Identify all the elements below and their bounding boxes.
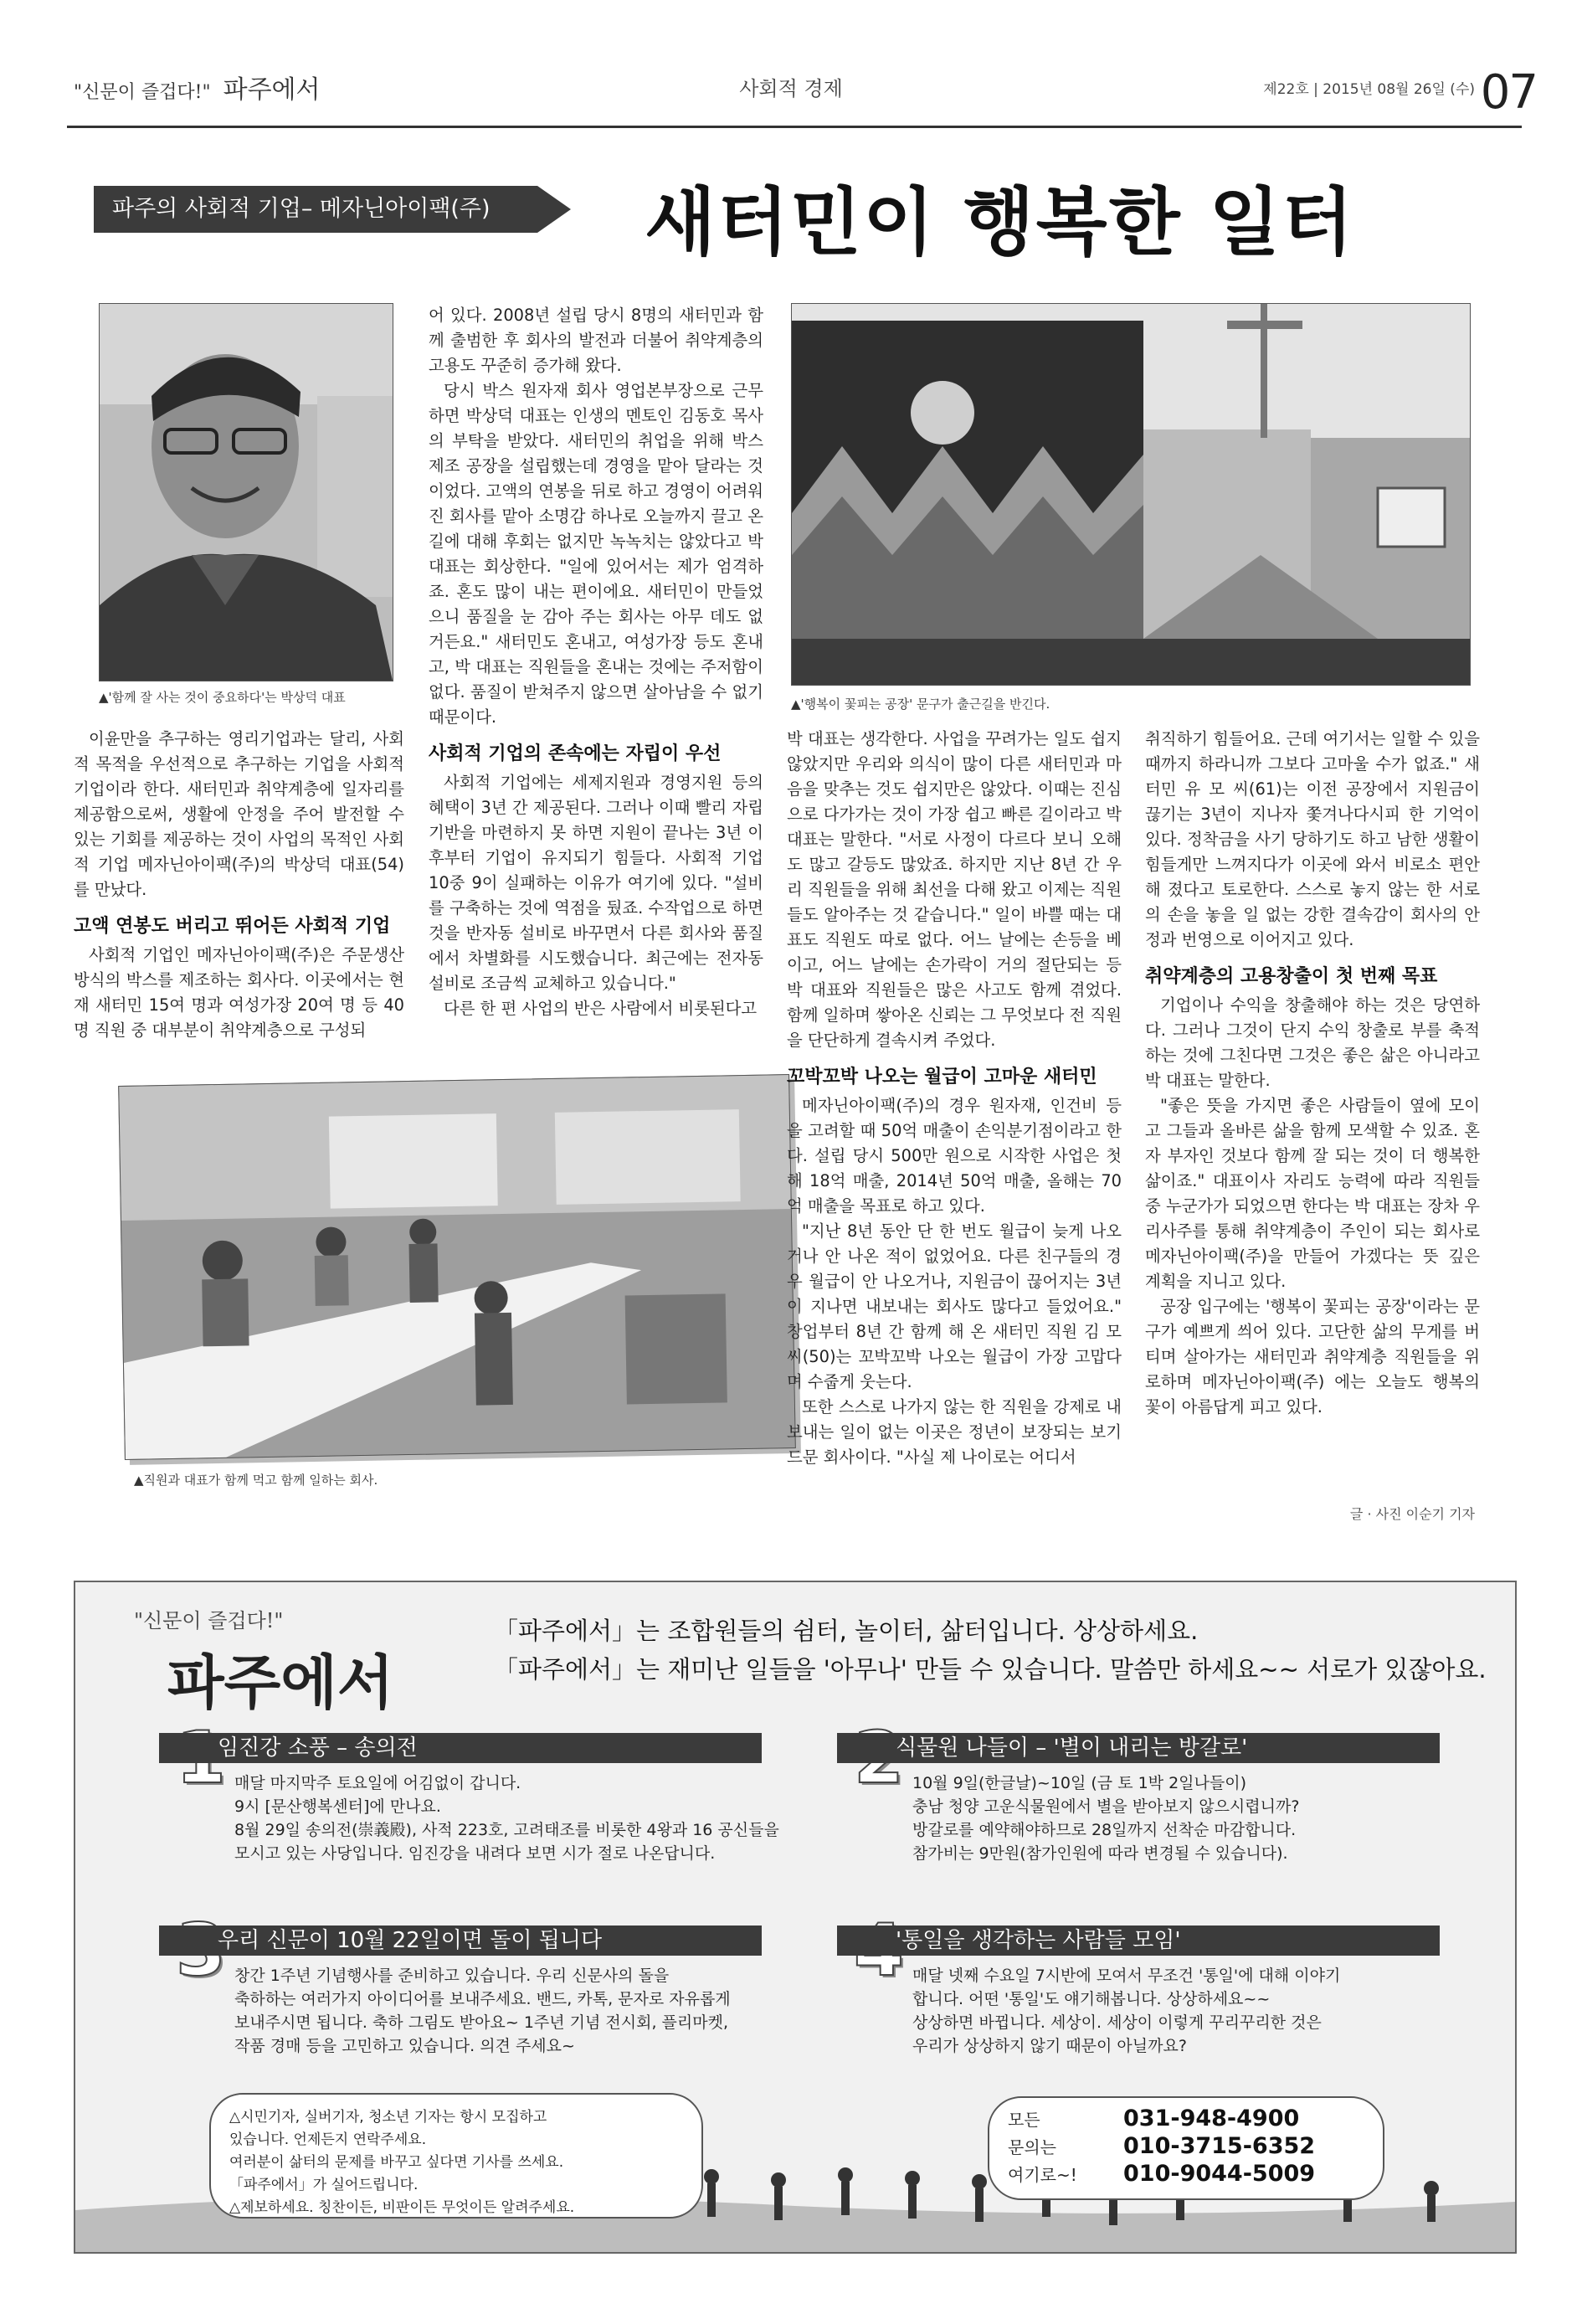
item-body-1 [234, 1771, 871, 1865]
paragraph: 다른 한 편 사업의 반은 사람에서 비롯된다고 [444, 999, 758, 1018]
bubble-line: 「파주에서」가 실어드립니다. [229, 2177, 419, 2193]
phone-number: 010-3715-6352 [1123, 2133, 1316, 2159]
item-body-3 [234, 1964, 820, 2058]
paragraph: 기업이나 수익을 창출해야 하는 것은 당연하다. 그러나 그것이 단지 수익 창출로 부를 축적하는 것에 그친다면 그것은 좋은 삶은 아니라고 박 대표는 말한다. [1145, 995, 1480, 1090]
ad-tagline-2: 「파주에서」는 재미난 일들을 '아무나' 만들 수 있습니다. 말씀만 하세요~~ 서로가 있잖아요. [494, 1655, 1487, 1684]
item-line: 매달 마지막주 토요일에 어김없이 갑니다. [234, 1774, 521, 1792]
paragraph: 사회적 기업인 메자닌아이팩(주)은 주문생산 방식의 박스를 제조하는 회사다. 이곳에서는 현재 새터민 15여 명과 여성가장 20여 명 등 40명 직원 중 대부분이 취약계층으로 구성되 [74, 945, 404, 1040]
ad-box [74, 1581, 1517, 2254]
item-line: 합니다. 어떤 '통일'도 얘기해봅니다. 상상하세요~~ [912, 1990, 1271, 2008]
contact-bubble [988, 2096, 1384, 2200]
column-4 [1145, 727, 1480, 1420]
ad-tagline-1: 「파주에서」는 조합원들의 쉼터, 놀이터, 삶터입니다. 상상하세요. [494, 1617, 1199, 1645]
item-line: 축하하는 여러가지 아이디어를 보내주세요. 밴드, 카톡, 문자로 자유롭게 [234, 1990, 731, 2008]
contact-label-line: 여기로~! [1008, 2165, 1077, 2185]
masthead-logo-text: 파주에서 [223, 75, 321, 105]
bubble-line: △제보하세요. 칭찬이든, 비판이든 무엇이든 알려주세요. [229, 2199, 575, 2216]
byline: 글 · 사진 이순기 기자 [1349, 1506, 1475, 1522]
subhead-1: 고액 연봉도 버리고 뛰어든 사회적 기업 [74, 916, 391, 937]
ad-logo: 파주에서 [167, 1648, 394, 1717]
phone-number: 031-948-4900 [1123, 2105, 1300, 2131]
factory-photo [791, 303, 1471, 686]
kicker-arrow [537, 186, 571, 233]
bubble-line: 있습니다. 언제든지 연락주세요. [229, 2131, 427, 2148]
item-line: 창간 1주년 기념행사를 준비하고 있습니다. 우리 신문사의 돌을 [234, 1967, 670, 1985]
headline: 새터민이 행복한 일터 [645, 179, 1355, 265]
item-title-1: 임진강 소풍 – 송의전 [159, 1733, 762, 1763]
kicker-bar: 파주의 사회적 기업– 메자닌아이팩(주) [94, 186, 537, 233]
article-intro: 이윤만을 추구하는 영리기업과는 달리, 사회적 목적을 우선적으로 추구하는 기업을 사회적 기업이라 한다. 새터민과 취약계층에 일자리를 제공함으로써, 생활에 안정을 주어 발전할 수 있는 기회를 제공하는 것이 사업의 목적인 사회적 기업 메자닌아이팩(주)의 박상덕 대표(54)를 만났다. [74, 729, 404, 899]
item-line: 모시고 있는 사당입니다. 임진강을 내려다 보면 시가 절로 나온답니다. [234, 1844, 716, 1863]
portrait-caption: ▲'함께 잘 사는 것이 중요하다'는 박상덕 대표 [99, 690, 346, 705]
item-title-2: 식물원 나들이 – '별이 내리는 방갈로' [837, 1733, 1440, 1763]
paragraph: 메자닌아이팩(주)의 경우 원자재, 인건비 등을 고려할 때 50억 매출이 손익분기점이라고 한다. 설립 당시 500만 원으로 시작한 사업은 첫해 18억 매출, 2014년 50억 매출, 올해는 70억 매출을 목표로 하고 있다. [787, 1096, 1122, 1216]
paragraph: "지난 8년 동안 단 한 번도 월급이 늦게 나오거나 안 나온 적이 없었어요. 다른 친구들의 경우 월급이 안 나오거나, 지원금이 끊어지는 3년이 지나면 내보내는 회사도 많다고 들었어요." 창업부터 8년 간 함께 해 온 새터민 직원 김 모 씨(50)는 꼬박꼬박 나오는 월급이 가장 고맙다며 수줍게 웃는다. [787, 1221, 1122, 1391]
item-title-3: 우리 신문이 10월 22일이면 돌이 됩니다 [159, 1926, 762, 1956]
item-line: 작품 경매 등을 고민하고 있습니다. 의견 주세요~ [234, 2037, 575, 2055]
section-title: 사회적 경제 [739, 77, 843, 100]
item-line: 9시 [문산행복센터]에 만나요. [234, 1797, 441, 1816]
item-line: 매달 넷째 수요일 7시반에 모여서 무조건 '통일'에 대해 이야기 [912, 1967, 1341, 1985]
item-line: 8월 29일 송의전(崇義殿), 사적 223호, 고려태조를 비롯한 4왕과 16 공신들을 [234, 1821, 779, 1839]
paragraph: 박 대표는 생각한다. 사업을 꾸려가는 일도 쉽지 않았지만 우리와 의식이 많이 다른 새터민과 마음을 맞추는 것도 쉽지만은 않았다. 이때는 진심으로 다가가는 것이 가장 쉽고 빠른 길이라고 박대표는 말한다. "서로 사정이 다르다 보니 오해도 많고 갈등도 많았죠. 하지만 지난 8년 간 우리 직원들을 위해 최선을 다해 왔고 이제는 직원들도 알아주는 것 같습니다." 일이 바쁠 때는 대표도 직원도 따로 없다. 어느 날에는 손등을 베이고, 어느 날에는 손가락이 거의 절단되는 등 박 대표와 직원들은 많은 사고도 함께 겪었다. 함께 일하며 쌓아온 신뢰는 그 무엇보다 전 직원을 단단하게 결속시켜 주었다. [787, 729, 1122, 1050]
issue-info: 제22호 | 2015년 08월 26일 (수) [1263, 81, 1475, 98]
paragraph: 취직하기 힘들어요. 근데 여기서는 일할 수 있을 때까지 하라니까 그보다 고마울 수가 없죠." 새터민 유 모 씨(61)는 이전 공장에서 지원금이 끊기는 3년이 지나자 쫓겨나다시피 한 기억이 있다. 정착금을 사기 당하기도 하고 남한 생활이 힘들게만 느껴지다가 이곳에 와서 비로소 편안해 졌다고 토로한다. 스스로 놓지 않는 한 서로의 손을 놓을 일 없는 강한 결속감이 회사의 안정과 번영으로 이어지고 있다. [1145, 729, 1480, 949]
subhead-2: 사회적 기업의 존속에는 자립이 우선 [429, 743, 722, 764]
item-line: 상상하면 바뀝니다. 세상이. 세상이 이렇게 꾸리꾸리한 것은 [912, 2013, 1322, 2032]
bubble-line: △시민기자, 실버기자, 청소년 기자는 항시 모집하고 [229, 2109, 547, 2126]
column-1 [74, 727, 404, 1043]
paragraph: 당시 박스 원자재 회사 영업본부장으로 근무하면 박상덕 대표는 인생의 멘토인 김동호 목사의 부탁을 받았다. 새터민의 취업을 위해 박스 제조 공장을 설립했는데 경영을 맡아 달라는 것이었다. 고액의 연봉을 뒤로 하고 경영이 어려워 진 회사를 맡아 소명감 하나로 오늘까지 끌고 온 길에 대해 후회는 없지만 녹녹치는 않았다고 박 대표는 회상한다. "일에 있어서는 제가 엄격하죠. 혼도 많이 내는 편이에요. 새터민이 만들었으니 품질을 눈 감아 주는 회사는 아무 데도 없거든요." 새터민도 혼내고, 여성가장 등도 혼내고, 박 대표는 직원들을 혼내는 것에는 주저함이 없다. 품질이 받쳐주지 않으면 살아남을 수 없기 때문이다. [429, 381, 763, 727]
ad-slogan: "신문이 즐겁다!" [134, 1609, 284, 1632]
item-line: 10월 9일(한글날)~10일 (금 토 1박 2일나들이) [912, 1774, 1246, 1792]
factory-caption: ▲'행복이 꽃피는 공장' 문구가 출근길을 반긴다. [791, 697, 1050, 712]
paragraph: 또한 스스로 나가지 않는 한 직원을 강제로 내보내는 일이 없는 이곳은 정년이 보장되는 보기 드문 회사이다. "사실 제 나이로는 어디서 [787, 1397, 1122, 1467]
item-line: 보내주시면 됩니다. 축하 그림도 받아요~ 1주년 기념 전시회, 플리마켓, [234, 2013, 729, 2032]
subhead-4: 취약계층의 고용창출이 첫 번째 목표 [1145, 966, 1438, 987]
paragraph: "좋은 뜻을 가지면 좋은 사람들이 옆에 모이고 그들과 올바른 삶을 함께 모색할 수 있죠. 혼자 부자인 것보다 함께 잘 되는 것이 더 행복한 삶이죠." 대표이사 자리도 능력에 따라 직원들 중 누군가가 되었으면 한다는 박 대표는 장차 우리사주를 통해 취약계층이 주인이 되는 회사로 메자닌아이팩(주)을 만들어 가겠다는 뜻 깊은 계획을 지니고 있다. [1145, 1096, 1480, 1291]
contact-label [1008, 2106, 1077, 2189]
masthead-slogan: "신문이 즐겁다!" [74, 82, 211, 103]
paragraph: 사회적 기업에는 세제지원과 경영지원 등의 혜택이 3년 간 제공된다. 그러나 이때 빨리 자립기반을 마련하지 못 하면 지원이 끝나는 3년 이후부터 기업이 유지되기 힘들다. 사회적 기업 10중 9이 실패하는 이유가 여기에 있다. "설비를 구축하는 것에 역점을 뒀죠. 수작업으로 하면 것을 반자동 설비로 바꾸면서 다른 회사와 품질에서 차별화를 시도했습니다. 최근에는 전자동 설비로 조금씩 교체하고 있습니다." [429, 773, 763, 993]
item-body-4 [912, 1964, 1482, 2058]
bubble-line: 여러분이 삶터의 문제를 바꾸고 싶다면 기사를 쓰세요. [229, 2154, 564, 2171]
contact-label-line: 모든 [1008, 2110, 1040, 2130]
portrait-photo [99, 303, 393, 681]
item-title-4: '통일을 생각하는 사람들 모임' [837, 1926, 1440, 1956]
subhead-3: 꼬박꼬박 나오는 월급이 고마운 새터민 [787, 1067, 1097, 1087]
page-number: 07 [1480, 65, 1537, 120]
column-3 [787, 727, 1122, 1470]
masthead-rule [67, 126, 1522, 128]
item-body-2 [912, 1771, 1482, 1865]
work-photo [118, 1074, 796, 1460]
item-line: 충남 청양 고운식물원에서 별을 받아보지 않으시렵니까? [912, 1797, 1300, 1816]
contact-phones [1123, 2105, 1315, 2188]
work-caption: ▲직원과 대표가 함께 먹고 함께 일하는 회사. [134, 1473, 378, 1488]
column-2 [429, 303, 763, 1021]
item-line: 우리가 상상하지 않기 때문이 아닐까요? [912, 2037, 1187, 2055]
item-line: 참가비는 9만원(참가인원에 따라 변경될 수 있습니다). [912, 1844, 1288, 1863]
paragraph: 어 있다. 2008년 설립 당시 8명의 새터민과 함께 출범한 후 회사의 발전과 더불어 취약계층의 고용도 꾸준히 증가해 왔다. [429, 306, 763, 375]
phone-number: 010-9044-5009 [1123, 2161, 1316, 2187]
contact-label-line: 문의는 [1008, 2137, 1056, 2157]
item-line: 방갈로를 예약해야하므로 28일까지 선착순 마감합니다. [912, 1821, 1297, 1839]
paragraph: 공장 입구에는 '행복이 꽃피는 공장'이라는 문구가 예쁘게 씌어 있다. 고단한 삶의 무게를 버티며 살아가는 새터민과 취약계층 직원들을 위로하며 메자닌아이팩(주) 에는 오늘도 행복의 꽃이 아름답게 피고 있다. [1145, 1297, 1480, 1417]
reporter-recruit-bubble [209, 2093, 703, 2219]
